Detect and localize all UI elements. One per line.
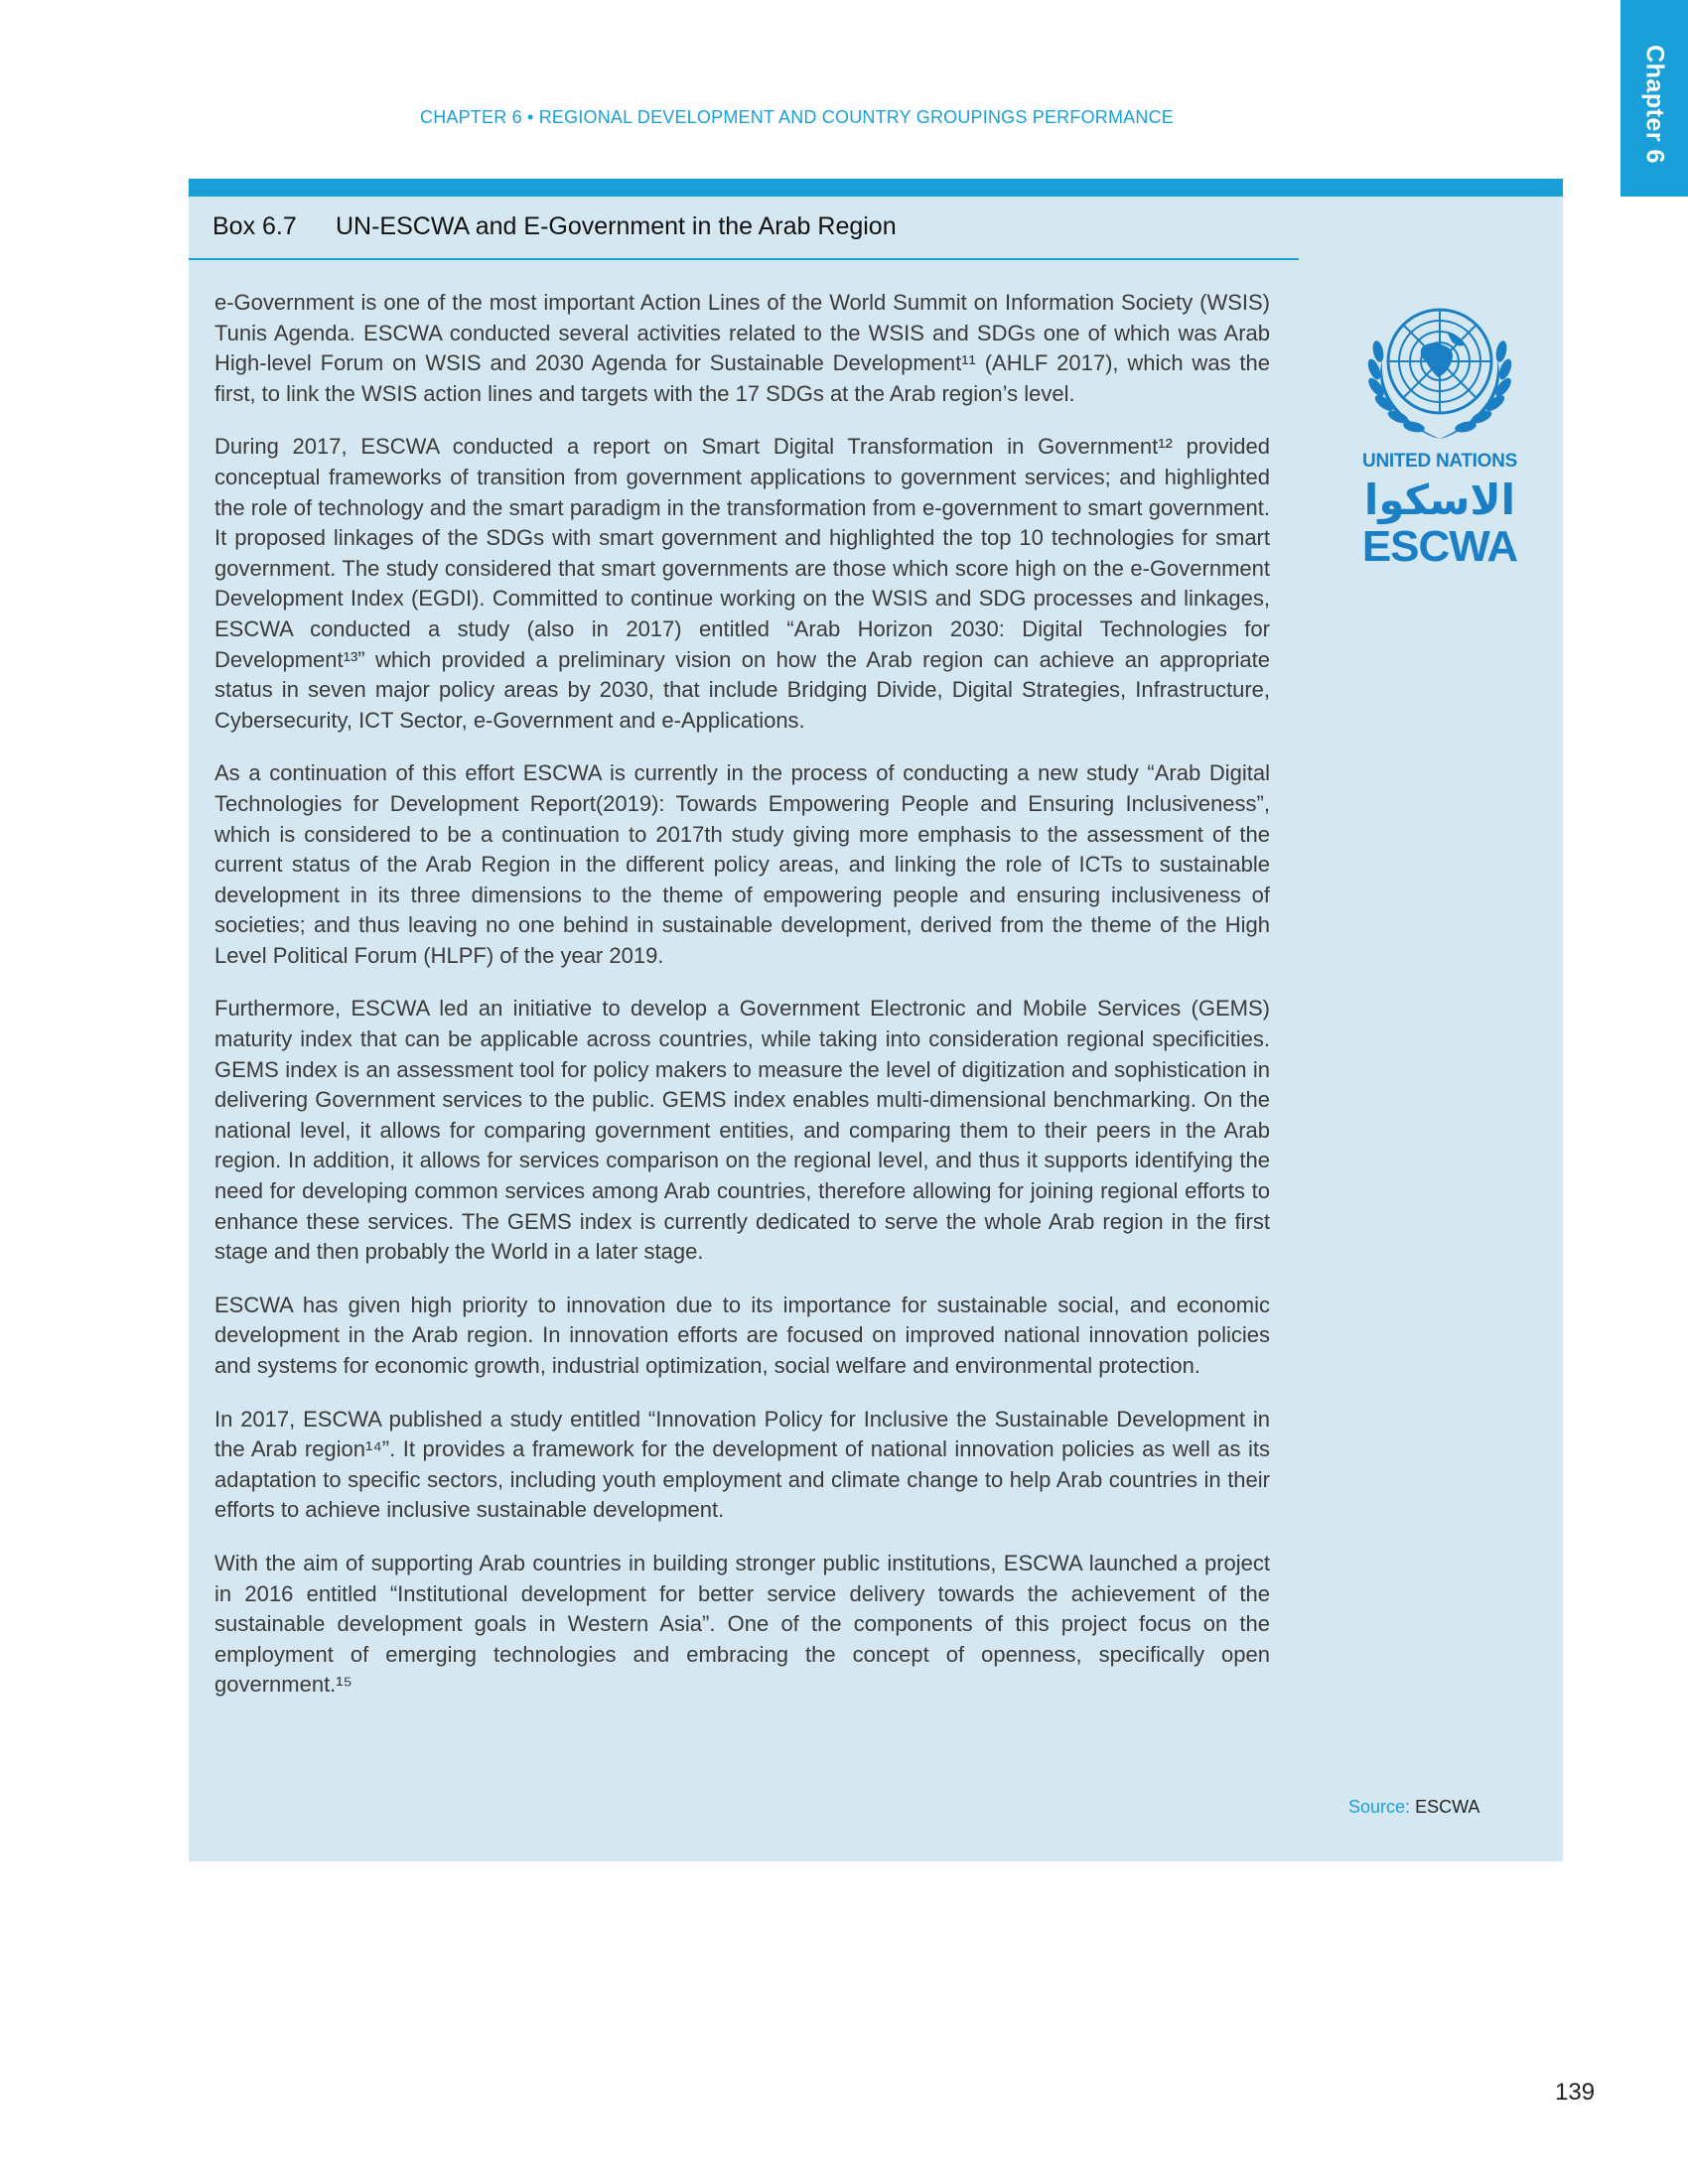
- running-header: CHAPTER 6 • REGIONAL DEVELOPMENT AND COUNTRY GROUPINGS PERFORMANCE: [420, 107, 1174, 127]
- paragraph: ESCWA has given high priority to innovation due to its importance for sustainable social, and economic development in the Arab region. In innovation efforts are focused on improved national innovation policies and systems for economic growth, industrial optimization, social welfare and environmental protection.: [214, 1292, 1270, 1378]
- logo-acronym: ESCWA: [1361, 522, 1518, 571]
- box-title-divider: [189, 258, 1299, 260]
- box-top-bar: [189, 179, 1563, 197]
- source-value: ESCWA: [1415, 1797, 1480, 1817]
- paragraph: With the aim of supporting Arab countries in building stronger public institutions, ESCWA launched a project in 2016 entitled “Institutional development for better service delivery towards the achievement of the sustainable development goals in Western Asia”. One of the components of this project focus on the employment of emerging technologies and embracing the concept of openness, specifically open government.¹⁵: [214, 1550, 1270, 1698]
- source-label: Source:: [1348, 1797, 1411, 1817]
- paragraph: During 2017, ESCWA conducted a report on Smart Digital Transformation in Government¹² provided conceptual frameworks of transition from government applications to government services; and highlighted the role of technology and the smart paradigm in the transformation from e-government to smart government. It proposed linkages of the SDGs with smart government and highlighted the top 10 technologies for smart government. The study considered that smart governments are those which score high on the e-Government Development Index (EGDI). Committed to continue working on the WSIS and SDG processes and linkages, ESCWA conducted a study (also in 2017) entitled “Arab Horizon 2030: Digital Technologies for Development¹³” which provided a preliminary vision on how the Arab region can achieve an appropriate status in seven major policy areas by 2030, that include Bridging Divide, Digital Strategies, Infrastructure, Cybersecurity, ICT Sector, e-Government and e-Applications.: [214, 434, 1270, 733]
- logo-org-name: UNITED NATIONS: [1362, 451, 1517, 472]
- paragraph: Furthermore, ESCWA led an initiative to develop a Government Electronic and Mobile Services (GEMS) maturity index that can be applicable across countries, while taking into consideration regional specificities. GEMS index is an assessment tool for policy makers to measure the level of digitization and sophistication in delivering Government services to the public. GEMS index enables multi-dimensional benchmarking. On the national level, it allows for comparing government entities, and comparing them to their peers in the Arab region. In addition, it allows for services comparison on the regional level, and thus it supports identifying the need for developing common services among Arab countries, therefore allowing for joining regional efforts to enhance these services. The GEMS index is currently dedicated to serve the whole Arab region in the first stage and then probably the World in a later stage.: [214, 996, 1270, 1265]
- un-emblem-icon: [1352, 290, 1527, 447]
- page-number: 139: [1555, 2079, 1596, 2106]
- paragraph: In 2017, ESCWA published a study entitled “Innovation Policy for Inclusive the Sustainable Development in the Arab region¹⁴”. It provides a framework for the development of national innovation policies as well as its adaptation to specific sectors, including youth employment and climate change to help Arab countries in their efforts to achieve inclusive sustainable development.: [214, 1406, 1270, 1523]
- box-number: Box 6.7: [212, 212, 297, 240]
- un-escwa-logo: [1340, 290, 1539, 572]
- paragraph: e-Government is one of the most important Action Lines of the World Summit on Information Society (WSIS) Tunis Agenda. ESCWA conducted several activities related to the WSIS and SDGs one of which was Arab High-level Forum on WSIS and 2030 Agenda for Sustainable Development¹¹ (AHLF 2017), which was the first, to link the WSIS action lines and targets with the 17 SDGs at the Arab region’s level.: [214, 290, 1270, 406]
- logo-arabic-name: الاسكوا: [1363, 476, 1516, 524]
- chapter-tab-label: Chapter 6: [1640, 45, 1669, 164]
- box-title: UN-ESCWA and E-Government in the Arab Region: [336, 212, 897, 240]
- box-heading: [212, 212, 897, 241]
- box-body: [214, 288, 1270, 1723]
- source-note: [1348, 1797, 1479, 1818]
- paragraph: As a continuation of this effort ESCWA is currently in the process of conducting a new study “Arab Digital Technologies for Development Report(2019): Towards Empowering People and Ensuring Inclusiveness”, which is considered to be a continuation to 2017th study giving more emphasis to the assessment of the current status of the Arab Region in the different policy areas, and linking the role of ICTs to sustainable development in its three dimensions to the theme of empowering people and ensuring inclusiveness of societies; and thus leaving no one behind in sustainable development, derived from the theme of the High Level Political Forum (HLPF) of the year 2019.: [214, 760, 1270, 968]
